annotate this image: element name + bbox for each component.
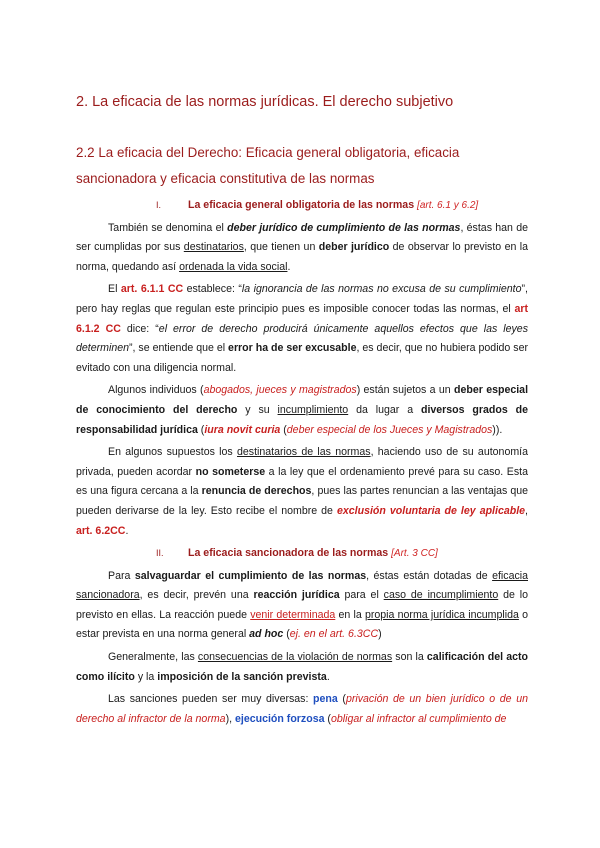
paragraph-2: El art. 6.1.1 CC establece: “la ignorancia de las normas no excusa de su cumplimiento”, pero hay reglas que regulan este principio pues es imposible conocer todas las normas, el art 6.1.2 CC dice: “el error de derecho producirá únicamente aquellos efectos que las leyes determinen”, se entiende que el error ha de ser excusable, es decir, que no hubiera podido ser evitado con una diligencia normal. xyxy=(76,283,529,374)
document-body xyxy=(76,196,528,732)
paragraph-1: También se denomina el deber jurídico de cumplimiento de las normas, éstas han de ser cumplidas por sus destinatarios, que tienen un deber jurídico de observar lo previsto en la norma, quedando así ordenada la vida social. xyxy=(76,221,528,273)
section-heading-1 xyxy=(76,196,528,216)
paragraph-6: Generalmente, las consecuencias de la violación de normas son la calificación del acto como ilícito y la imposición de la sanción prevista. xyxy=(76,651,528,683)
section-number: II. xyxy=(156,548,164,559)
section-subtitle: 2.2 La eficacia del Derecho: Eficacia general obligatoria, eficacia sancionadora y eficacia constitutiva de las normas xyxy=(76,145,460,186)
section-reference: [art. 6.1 y 6.2] xyxy=(417,200,479,211)
paragraph-3: Algunos individuos (abogados, jueces y magistrados) están sujetos a un deber especial de conocimiento del derecho y su incumplimiento da lugar a diversos grados de responsabilidad jurídica (iura novit curia (deber especial de los Jueces y Magistrados)). xyxy=(76,384,529,436)
paragraph-4: En algunos supuestos los destinatarios de las normas, haciendo uso de su autonomía privada, pueden acordar no someterse a la ley que el ordenamiento prevé para su caso. Esta es una figura cercana a la renuncia de derechos, pues las partes renuncian a las ventajas que pueden derivarse de la ley. Esto recibe el nombre de exclusión voluntaria de ley aplicable, art. 6.2CC. xyxy=(76,446,529,537)
paragraph-5: Para salvaguardar el cumplimiento de las normas, éstas están dotadas de eficacia sancionadora, es decir, prevén una reacción jurídica para el caso de incumplimiento de lo previsto en ellas. La reacción puede venir determinada en la propia norma jurídica incumplida o estar prevista en una norma general ad hoc (ej. en el art. 6.3CC) xyxy=(76,569,529,641)
document-title: 2. La eficacia de las normas jurídicas. El derecho subjetivo xyxy=(76,94,454,110)
section-heading-text: La eficacia general obligatoria de las normas xyxy=(188,199,415,211)
section-reference: [Art. 3 CC] xyxy=(391,548,438,560)
section-number: I. xyxy=(156,200,162,210)
section-heading-text: La eficacia sancionadora de las normas xyxy=(188,547,389,560)
section-heading-2 xyxy=(76,544,528,564)
paragraph-7: Las sanciones pueden ser muy diversas: pena (privación de un bien jurídico o de un derecho al infractor de la norma), ejecución forzosa (obligar al infractor al cumplimiento de xyxy=(76,693,528,725)
